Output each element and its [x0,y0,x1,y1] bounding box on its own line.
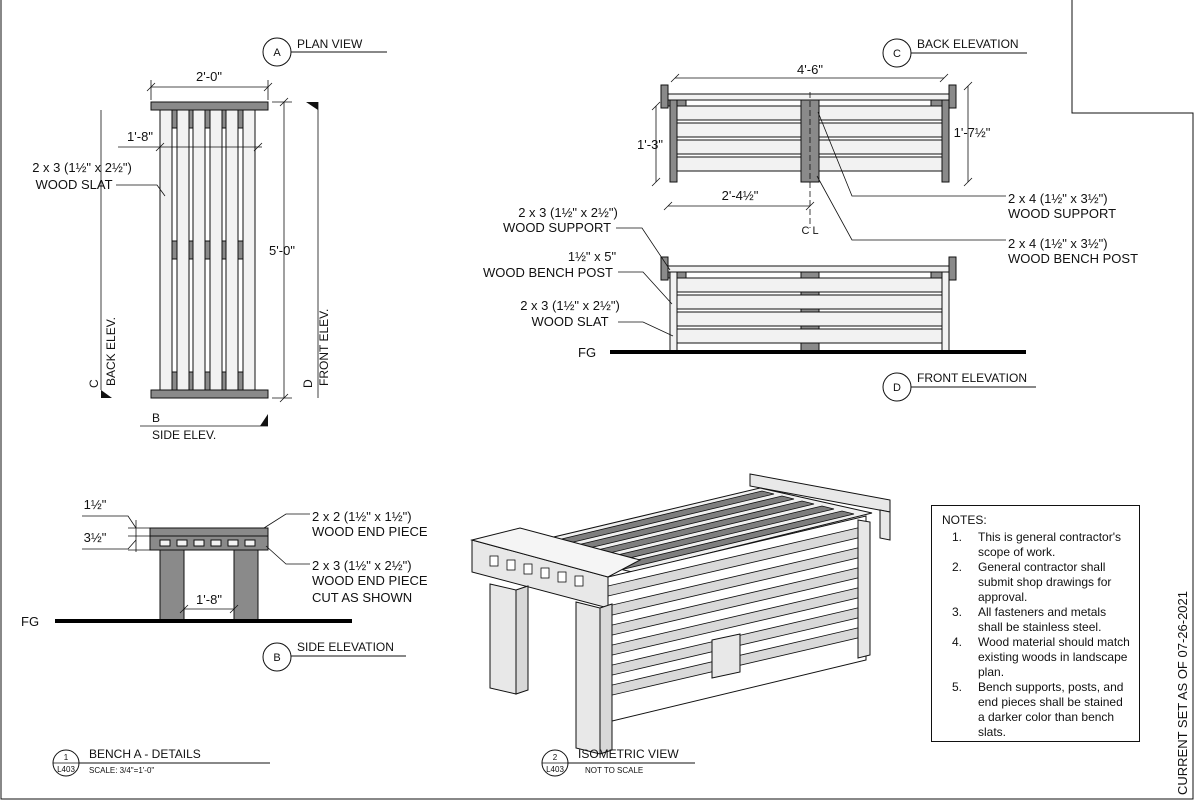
plan-slat [243,110,255,390]
note-text: All fasteners and metals shall be stainless steel. [978,605,1107,634]
plan-tag: A [273,47,281,59]
detail-scale: SCALE: 3/4"=1'-0" [89,766,155,775]
plan-slat-label-1: 2 x 3 (1½" x 2½") [32,160,132,175]
plan-slat [226,110,238,390]
iso-scale: NOT TO SCALE [585,766,644,775]
plan-top-rail [151,102,268,110]
plan-slat [160,110,172,390]
side-elev-arrow [260,414,268,426]
side-tag: B [152,411,161,425]
note-number: 4. [952,635,963,649]
plan-dim-width: 2'-0" [196,69,222,84]
front-slat-1: 2 x 3 (1½" x 2½") [520,298,620,313]
front-grade: FG [578,345,597,360]
back-elev-label: BACK ELEV. [104,317,118,386]
back-post-1: 2 x 4 (1½" x 3½") [1008,236,1108,251]
revision-stamp: CURRENT SET AS OF 07-26-2021 [1175,591,1190,795]
side-cut-3: CUT AS SHOWN [312,590,413,605]
detail-title-block [53,747,270,776]
back-elev-title: BACK ELEVATION [917,37,1019,51]
notes-heading: NOTES: [942,513,987,527]
side-end-1: 2 x 2 (1½" x 1½") [312,509,412,524]
front-tag: D [301,379,315,388]
side-elevation [21,497,428,671]
back-dim-left: 1'-3" [637,137,663,152]
note-number: 5. [952,680,963,694]
plan-view [32,37,387,442]
note-text: This is general contractor's scope of work. [978,530,1122,559]
side-end-2: WOOD END PIECE [312,524,428,539]
back-elev-arrow [101,390,112,398]
side-dim-top: 1½" [83,497,107,512]
iso-sheet: L403 [546,765,564,774]
plan-slat [177,110,189,390]
back-post-2: WOOD BENCH POST [1008,251,1139,266]
note-text: Bench supports, posts, and end pieces shall be stained a darker color than bench slats. [978,680,1124,739]
plan-bottom-rail [151,390,268,398]
note-number: 3. [952,605,963,619]
back-dim-overall: 4'-6" [797,62,823,77]
front-elevation [483,205,1036,401]
note-item [942,530,1131,560]
back-support-2: WOOD SUPPORT [1008,206,1117,221]
note-item [942,605,1131,635]
front-elev-tag: D [893,382,901,394]
plan-dim-length: 5'-0" [269,243,295,258]
side-dim-mid: 3½" [83,530,107,545]
plan-slat-label-2: WOOD SLAT [35,177,113,192]
detail-title: BENCH A - DETAILS [89,747,201,761]
back-tag: C [87,379,101,388]
back-support-1: 2 x 4 (1½" x 3½") [1008,191,1108,206]
side-cut-2: WOOD END PIECE [312,573,428,588]
back-dim-right: 1'-7½" [953,125,991,140]
iso-title: ISOMETRIC VIEW [578,747,679,761]
note-number: 2. [952,560,963,574]
back-elevation [637,37,1138,266]
centerline-label: C L [801,225,819,237]
note-number: 1. [952,530,963,544]
detail-sheet: L403 [57,765,75,774]
detail-num: 1 [63,753,69,762]
iso-num: 2 [552,753,558,762]
front-slat-2: WOOD SLAT [531,314,609,329]
note-item [942,560,1131,605]
front-post-2: WOOD BENCH POST [482,265,614,280]
plan-slat-leader [116,185,165,196]
side-elev-label: SIDE ELEV. [152,428,217,442]
iso-title-block [542,747,695,776]
note-text: General contractor shall submit shop drawings for approval. [978,560,1112,604]
plan-slat [193,110,205,390]
side-elev-title: SIDE ELEVATION [297,640,394,654]
side-dim-base: 1'-8" [196,592,222,607]
front-support-2: WOOD SUPPORT [502,220,612,235]
front-support-1: 2 x 3 (1½" x 2½") [518,205,618,220]
notes-box [931,505,1140,742]
side-cut-1: 2 x 3 (1½" x 2½") [312,558,412,573]
note-text: Wood material should match existing woods in landscape plan. [978,635,1130,679]
back-dim-half: 2'-4½" [721,188,759,203]
plan-title: PLAN VIEW [297,37,363,51]
note-item [942,635,1131,680]
note-item [942,680,1131,740]
side-elev-tag: B [273,652,281,664]
plan-slat [210,110,222,390]
back-elev-tag: C [893,48,901,60]
plan-dim-inner: 1'-8" [127,129,153,144]
front-elev-title: FRONT ELEVATION [917,371,1028,385]
front-elev-arrow [306,102,318,110]
front-post-1: 1½" x 5" [567,249,617,264]
front-elev-label: FRONT ELEV. [317,308,331,386]
isometric-view [472,474,890,754]
side-grade: FG [21,614,40,629]
